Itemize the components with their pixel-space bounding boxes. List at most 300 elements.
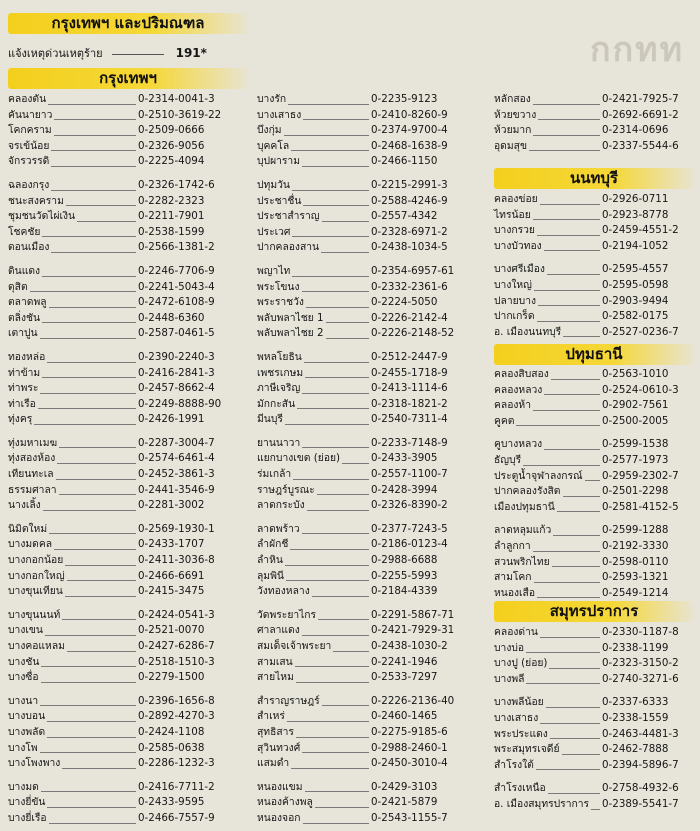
directory-row — [8, 397, 248, 413]
phone-number: 0-2282-2323 — [138, 194, 205, 207]
directory-row — [257, 483, 491, 499]
leader-line — [562, 754, 600, 755]
leader-line — [342, 463, 369, 464]
station-name: สำโรงใต้ — [494, 758, 534, 771]
phone-number: 0-2424-1108 — [138, 725, 205, 738]
phone-number: 0-2587-0461-5 — [138, 327, 215, 340]
leader-line — [307, 510, 369, 511]
station-name: ปากคลองรังสิต — [494, 485, 561, 498]
phone-number: 0-2441-3546-9 — [138, 483, 215, 496]
directory-row — [494, 781, 694, 797]
directory-row — [8, 756, 248, 772]
leader-line — [40, 393, 136, 394]
phone-number: 0-2394-5896-7 — [602, 758, 679, 771]
leader-line — [43, 510, 136, 511]
phone-number: 0-2424-0541-3 — [138, 608, 215, 621]
phone-number: 0-2235-9123 — [371, 93, 438, 105]
leader-line — [305, 377, 369, 378]
leader-line — [322, 221, 369, 222]
phone-number: 0-2226-2136-40 — [371, 694, 455, 707]
phone-number: 0-2595-4557 — [602, 263, 669, 276]
phone-number: 0-2903-9494 — [602, 294, 669, 307]
directory-row — [257, 366, 491, 382]
leader-line — [295, 666, 369, 667]
phone-number: 0-2466-1150 — [371, 155, 438, 168]
leader-line — [47, 737, 136, 738]
phone-number: 0-2533-7297 — [371, 671, 438, 684]
directory-row — [8, 194, 248, 210]
phone-number: 0-2527-0236-7 — [602, 325, 679, 338]
leader-line — [42, 236, 136, 237]
station-name: คลองด่าน — [494, 626, 538, 638]
phone-number: 0-2421-7925-7 — [602, 93, 679, 105]
directory-row — [8, 178, 248, 194]
phone-number: 0-2926-0711 — [602, 193, 669, 205]
directory-row — [8, 467, 248, 483]
station-name: โชคชัย — [8, 225, 41, 238]
station-name: บางรัก — [257, 93, 287, 105]
station-name: ปทุมวัน — [257, 178, 290, 191]
phone-number: 0-2326-8390-2 — [371, 499, 448, 512]
directory-row — [257, 240, 491, 256]
station-name: อ. เมืองนนทบุรี — [494, 325, 562, 338]
station-name: บางพลัด — [8, 725, 46, 738]
phone-number: 0-2569-1930-1 — [138, 522, 215, 535]
phone-number: 0-2988-6688 — [371, 554, 438, 567]
leader-line — [287, 721, 369, 722]
phone-number: 0-2538-1599 — [138, 225, 205, 238]
header-bangkok: กรุงเทพฯ — [8, 68, 248, 89]
leader-line — [305, 791, 369, 792]
station-name: ประชาสำราญ — [257, 210, 320, 223]
phone-number: 0-2225-4094 — [138, 155, 205, 168]
leader-line — [65, 596, 136, 597]
station-name: บางกอกน้อย — [8, 554, 64, 567]
station-name: คลองข่อย — [494, 193, 538, 205]
station-name: พหลโยธิน — [257, 350, 302, 363]
leader-line — [45, 635, 136, 636]
phone-number: 0-2599-1538 — [602, 438, 669, 451]
directory-row — [494, 208, 694, 224]
phone-number: 0-2466-7557-9 — [138, 811, 215, 824]
station-name: เตาปูน — [8, 327, 38, 340]
leader-line — [306, 307, 369, 308]
leader-line — [544, 250, 600, 251]
directory-row — [8, 264, 248, 280]
directory-row — [257, 436, 491, 452]
directory-row — [8, 639, 248, 655]
station-name: สามเสน — [257, 655, 293, 668]
leader-line — [297, 408, 369, 409]
leader-line — [290, 549, 369, 550]
station-name: คันนายาว — [8, 108, 53, 121]
phone-number: 0-2421-5879 — [371, 796, 438, 809]
station-name: มักกะสัน — [257, 397, 296, 410]
leader-line — [563, 336, 600, 337]
leader-line — [288, 104, 369, 105]
phone-number: 0-2472-6108-9 — [138, 296, 215, 309]
station-name: ภาษีเจริญ — [257, 382, 301, 395]
station-name: คลองหลวง — [494, 383, 543, 396]
directory-row — [494, 398, 694, 414]
group-spacer — [257, 256, 491, 264]
directory-row — [494, 262, 694, 278]
directory-row — [257, 709, 491, 725]
station-name: บางนา — [8, 694, 39, 707]
directory-row — [494, 484, 694, 500]
phone-number: 0-2326-1742-6 — [138, 178, 215, 191]
station-name: จักรวรรดิ — [8, 155, 50, 168]
phone-number: 0-2510-3619-22 — [138, 108, 222, 121]
leader-line — [321, 252, 369, 253]
phone-number: 0-2186-0123-4 — [371, 538, 448, 551]
directory-row — [8, 326, 248, 342]
station-name: ปากคลองสาน — [257, 241, 320, 254]
directory-row — [257, 670, 491, 686]
directory-row — [257, 780, 491, 796]
phone-number: 0-2390-2240-3 — [138, 350, 215, 363]
directory-row — [257, 123, 491, 139]
leader-line — [67, 580, 136, 581]
station-name: นางเลิ้ง — [8, 499, 41, 512]
group-spacer — [257, 342, 491, 350]
directory-row — [494, 625, 694, 641]
leader-line — [112, 54, 164, 55]
leader-line — [49, 307, 136, 308]
directory-row — [8, 139, 248, 155]
emergency-label: แจ้งเหตุด่วนเหตุร้าย — [8, 47, 103, 60]
leader-line — [30, 291, 136, 292]
leader-line — [533, 219, 600, 220]
phone-number: 0-2241-1946 — [371, 655, 438, 668]
directory-row — [494, 437, 694, 453]
station-name: หลักสอง — [494, 93, 531, 105]
leader-line — [537, 597, 600, 598]
directory-row — [494, 539, 694, 555]
station-name: สมเด็จเจ้าพระยา — [257, 640, 332, 652]
phone-number: 0-2249-8888-90 — [138, 397, 222, 410]
leader-line — [526, 652, 600, 653]
directory-row — [8, 709, 248, 725]
group-spacer — [257, 772, 491, 780]
group-spacer — [494, 773, 694, 781]
station-name: นิมิตใหม่ — [8, 522, 48, 535]
directory-row — [494, 383, 694, 399]
station-name: บางขุนเทียน — [8, 585, 63, 598]
directory-row — [494, 586, 694, 602]
leader-line — [62, 768, 136, 769]
station-name: พระโขนง — [257, 280, 300, 293]
directory-row — [494, 325, 694, 341]
directory-row — [8, 795, 248, 811]
directory-row — [257, 725, 491, 741]
station-name: แสมดำ — [257, 757, 290, 770]
leader-line — [585, 480, 600, 481]
station-name: บางปู (ย่อย) — [494, 657, 548, 670]
phone-number: 0-2902-7561 — [602, 399, 669, 412]
station-name: สำโรงเหนือ — [494, 782, 546, 795]
directory-row — [494, 123, 694, 139]
leader-line — [550, 738, 600, 739]
station-name: โคกคราม — [8, 124, 52, 137]
phone-number: 0-2374-9700-4 — [371, 124, 448, 137]
directory-row — [257, 655, 491, 671]
leader-line — [40, 338, 136, 339]
header-bangkok-vicinity: กรุงเทพฯ และปริมณฑล — [8, 13, 248, 34]
directory-row — [257, 639, 491, 655]
directory-row — [494, 555, 694, 571]
station-name: คลองห้า — [494, 399, 531, 412]
station-name: ศาลาแดง — [257, 624, 300, 637]
station-name: ลุมพินี — [257, 569, 284, 582]
leader-line — [34, 424, 136, 425]
directory-row — [257, 811, 491, 827]
phone-number: 0-2226-2142-4 — [371, 311, 448, 324]
phone-number: 0-2460-1465 — [371, 710, 438, 723]
phone-number: 0-2557-4342 — [371, 210, 438, 223]
station-name: หนองค้างพลู — [257, 796, 313, 809]
leader-line — [47, 807, 136, 808]
leader-line — [547, 274, 600, 275]
phone-number: 0-2740-3271-6 — [602, 672, 679, 685]
samutprakan-list — [494, 625, 694, 813]
leader-line — [296, 737, 369, 738]
station-name: บางศรีเมือง — [494, 263, 545, 276]
phone-number: 0-2549-1214 — [602, 586, 669, 599]
group-spacer — [8, 600, 248, 608]
leader-line — [537, 321, 600, 322]
bangkok-column-1 — [8, 92, 248, 827]
directory-row — [8, 741, 248, 757]
directory-row — [257, 225, 491, 241]
directory-row — [8, 311, 248, 327]
leader-line — [51, 252, 136, 253]
bangkok-column-2 — [257, 92, 491, 827]
leader-line — [51, 166, 136, 167]
leader-line — [291, 150, 369, 151]
leader-line — [302, 752, 369, 753]
station-name: บางบัวทอง — [494, 239, 542, 252]
phone-number: 0-2281-3002 — [138, 499, 205, 512]
station-name: ปากเกร็ด — [494, 310, 535, 323]
leader-line — [303, 119, 369, 120]
leader-line — [312, 596, 369, 597]
directory-row — [257, 451, 491, 467]
header-pathumthani: ปทุมธานี — [494, 344, 694, 365]
phone-number: 0-2433-1707 — [138, 538, 205, 551]
station-name: ประตูน้ำจุฬาลงกรณ์ — [494, 469, 583, 482]
station-name: พระราชวัง — [257, 296, 304, 309]
leader-line — [54, 119, 136, 120]
directory-row — [8, 225, 248, 241]
phone-number: 0-2332-2361-6 — [371, 280, 448, 293]
leader-line — [292, 190, 369, 191]
phone-number: 0-2421-7929-31 — [371, 624, 455, 637]
phone-number: 0-2501-2298 — [602, 485, 669, 498]
leader-line — [291, 768, 369, 769]
leader-line — [292, 276, 369, 277]
directory-row — [494, 92, 694, 108]
leader-line — [303, 823, 370, 824]
phone-number: 0-2455-1718-9 — [371, 366, 448, 379]
station-name: ประชาชื่น — [257, 194, 302, 207]
directory-row — [494, 711, 694, 727]
directory-row — [8, 209, 248, 225]
leader-line — [51, 150, 136, 151]
station-name: ท่าเรือ — [8, 397, 36, 410]
leader-line — [526, 683, 600, 684]
leader-line — [42, 322, 136, 323]
leader-line — [302, 635, 369, 636]
station-name: บางเสาธง — [494, 711, 539, 724]
directory-row — [494, 727, 694, 743]
station-name: บางยี่เรือ — [8, 811, 47, 824]
station-name: บางบ่อ — [494, 641, 525, 654]
leader-line — [66, 205, 136, 206]
phone-number: 0-2328-6971-2 — [371, 225, 448, 238]
leader-line — [549, 668, 600, 669]
station-name: สุทธิสาร — [257, 725, 294, 738]
station-name: ลาดพร้าว — [257, 522, 300, 535]
leader-line — [42, 276, 136, 277]
station-name: ดินแดง — [8, 264, 41, 277]
station-name: บางชัน — [8, 655, 40, 668]
leader-line — [553, 535, 600, 536]
directory-row — [8, 483, 248, 499]
station-name: บางพลีน้อย — [494, 696, 544, 709]
group-spacer — [494, 687, 694, 695]
phone-number: 0-2468-1638-9 — [371, 139, 448, 152]
station-name: สุวินทวงศ์ — [257, 741, 301, 754]
directory-row — [8, 694, 248, 710]
group-spacer — [494, 429, 694, 437]
directory-row — [257, 326, 491, 342]
directory-row — [257, 295, 491, 311]
phone-number: 0-2438-1030-2 — [371, 640, 448, 652]
leader-line — [540, 637, 600, 638]
directory-row — [8, 811, 248, 827]
leader-line — [326, 338, 369, 339]
phone-number: 0-2255-5993 — [371, 569, 438, 582]
pathumthani-list — [494, 367, 694, 601]
station-name: บางพลี — [494, 672, 525, 685]
leader-line — [285, 424, 369, 425]
leader-line — [41, 791, 136, 792]
station-name: ลาดหลุมแก้ว — [494, 524, 552, 537]
phone-number: 0-2415-3475 — [138, 585, 205, 598]
station-name: บุคคโล — [257, 139, 290, 152]
phone-number: 0-2521-0070 — [138, 624, 205, 637]
directory-row — [494, 523, 694, 539]
leader-line — [54, 549, 136, 550]
bangkok-column-3 — [494, 92, 694, 154]
station-name: ท่าพระ — [8, 382, 39, 395]
phone-number: 0-2429-3103 — [371, 780, 438, 793]
station-name: บางยี่ขัน — [8, 796, 46, 809]
phone-number: 0-2540-7311-4 — [371, 413, 448, 426]
leader-line — [534, 290, 600, 291]
leader-line — [286, 580, 369, 581]
station-name: ชนะสงคราม — [8, 194, 64, 207]
leader-line — [533, 135, 600, 136]
phone-number: 0-2413-1114-6 — [371, 382, 448, 395]
station-name: ปลายบาง — [494, 294, 537, 307]
leader-line — [563, 496, 601, 497]
station-name: อ. เมืองสมุทรปราการ — [494, 797, 590, 810]
leader-line — [533, 104, 600, 105]
leader-line — [302, 166, 369, 167]
station-name: เทียนทะเล — [8, 468, 54, 481]
station-name: ราษฎร์บูรณะ — [257, 483, 315, 496]
directory-row — [257, 194, 491, 210]
leader-line — [322, 705, 369, 706]
phone-number: 0-2416-7711-2 — [138, 780, 215, 793]
directory-row — [494, 223, 694, 239]
directory-row — [494, 656, 694, 672]
phone-number: 0-2433-9595 — [138, 796, 205, 809]
directory-row — [257, 178, 491, 194]
phone-number: 0-2452-3861-3 — [138, 468, 215, 481]
leader-line — [302, 533, 369, 534]
leader-line — [302, 291, 370, 292]
phone-number: 0-2194-1052 — [602, 239, 669, 252]
station-name: บุปผาราม — [257, 155, 300, 168]
directory-row — [8, 436, 248, 452]
directory-row — [494, 641, 694, 657]
phone-number: 0-2518-1510-3 — [138, 655, 215, 668]
phone-number: 0-2448-6360 — [138, 311, 205, 324]
directory-row — [8, 537, 248, 553]
directory-row — [257, 756, 491, 772]
phone-number: 0-2577-1973 — [602, 453, 669, 466]
station-name: พระประแดง — [494, 727, 548, 740]
directory-row — [8, 584, 248, 600]
directory-row — [494, 414, 694, 430]
station-name: บางเสาธง — [257, 108, 302, 121]
station-name: บางกอกใหญ่ — [8, 569, 65, 582]
phone-number: 0-2246-7706-9 — [138, 264, 215, 277]
station-name: บางบอน — [8, 710, 46, 723]
directory-row — [257, 139, 491, 155]
group-spacer — [8, 342, 248, 350]
phone-number: 0-2291-5867-71 — [371, 608, 455, 621]
leader-line — [292, 236, 369, 237]
phone-number: 0-2416-2841-3 — [138, 366, 215, 379]
directory-row — [8, 280, 248, 296]
group-spacer — [8, 256, 248, 264]
leader-line — [285, 565, 369, 566]
directory-row — [257, 350, 491, 366]
directory-row — [257, 280, 491, 296]
phone-number: 0-2466-6691 — [138, 569, 205, 582]
leader-line — [538, 305, 600, 306]
leader-line — [42, 377, 136, 378]
directory-row — [494, 500, 694, 516]
directory-row — [8, 522, 248, 538]
leader-line — [51, 190, 136, 191]
leader-line — [548, 793, 600, 794]
directory-row — [494, 453, 694, 469]
leader-line — [544, 394, 600, 395]
phone-number: 0-2599-1288 — [602, 524, 669, 537]
directory-row — [494, 797, 694, 813]
phone-number: 0-2410-8260-9 — [371, 108, 448, 121]
directory-row — [8, 412, 248, 428]
station-name: คลองตัน — [8, 93, 47, 105]
directory-row — [494, 742, 694, 758]
phone-number: 0-2330-1187-8 — [602, 626, 679, 638]
directory-row — [257, 264, 491, 280]
